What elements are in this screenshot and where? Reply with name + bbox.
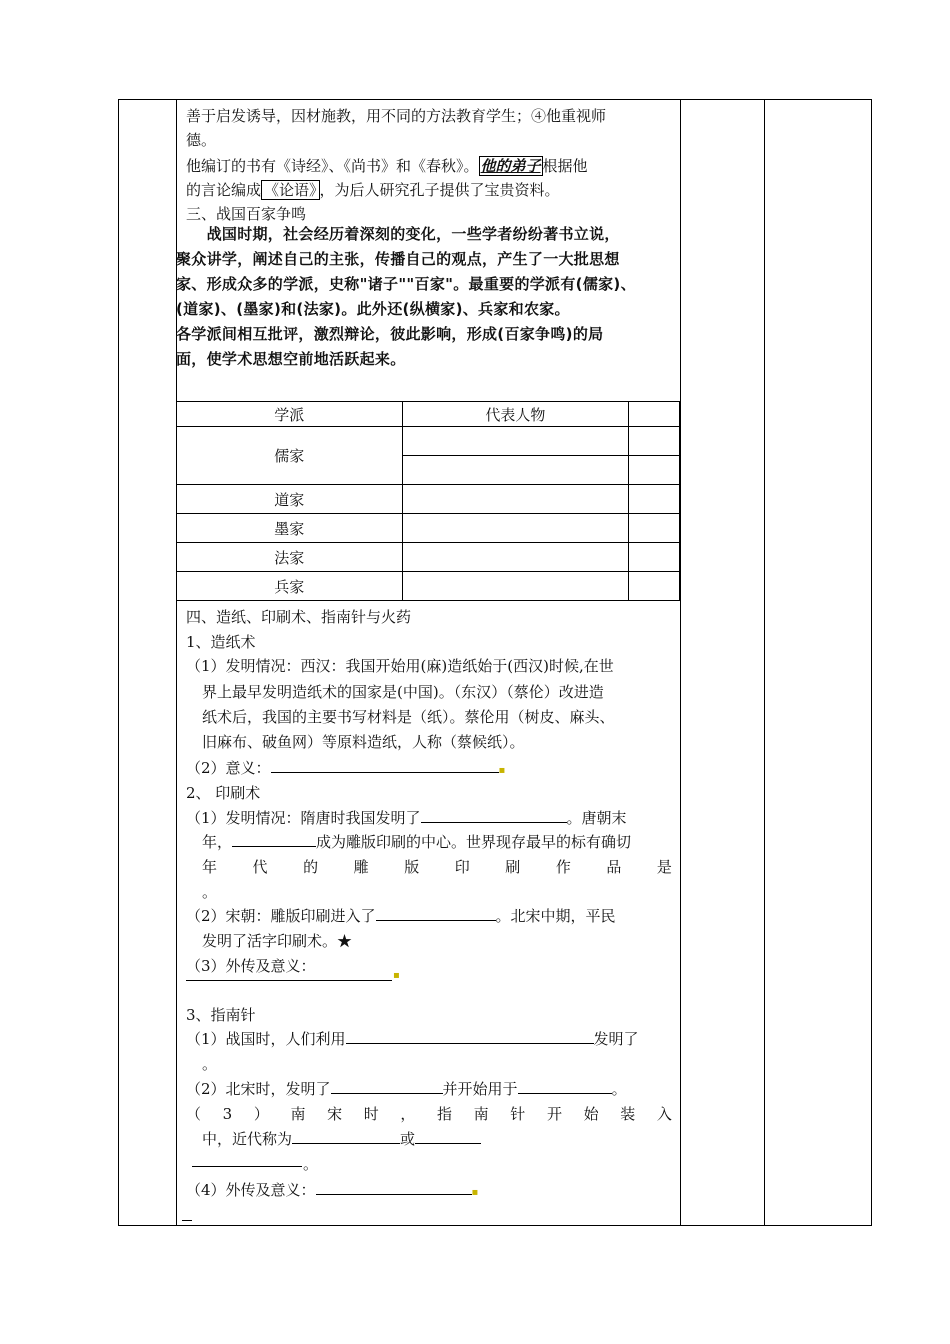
spread-char: 年 [202, 858, 218, 876]
person-cell[interactable] [402, 514, 629, 543]
school-taoist: 道家 [177, 485, 403, 514]
paper-meaning-blank[interactable] [271, 757, 499, 773]
school-mohist: 墨家 [177, 514, 403, 543]
print-song-label: （2）宋朝：雕版印刷进入了 [186, 907, 376, 925]
spread-char: 入 [656, 1105, 672, 1123]
spread-char: 雕 [353, 858, 369, 876]
spread-char: 代 [252, 858, 268, 876]
print-meaning-blank[interactable] [186, 980, 392, 981]
compass-line-5 [202, 1127, 481, 1151]
paper-meaning-label: （2）意义： [186, 759, 271, 777]
compass-line-3 [186, 1077, 627, 1101]
spread-char: ） [253, 1105, 269, 1123]
para-line-1: 战国时期，社会经历着深刻的变化，一些学者纷纷著书立说， [176, 225, 620, 243]
print-line-6: 发明了活字印刷术。★ [202, 932, 353, 950]
compass-warring-tail: 发明了 [593, 1030, 639, 1048]
print-center-blank[interactable] [232, 831, 316, 847]
spread-char: 版 [404, 858, 420, 876]
extra-cell[interactable] [629, 427, 680, 456]
print-song-blank[interactable] [376, 905, 496, 921]
spread-char: （ [186, 1105, 202, 1123]
compass-modern-blank-2[interactable] [415, 1128, 481, 1144]
extra-cell[interactable] [629, 485, 680, 514]
spread-char: 南 [290, 1105, 306, 1123]
print-line-1 [186, 806, 627, 830]
compass-use-label: 并开始用于 [442, 1080, 518, 1098]
print-center-tail: 成为雕版印刷的中心。世界现存最早的标有确切 [316, 833, 632, 851]
table-row [177, 514, 680, 543]
print-invent-blank[interactable] [421, 807, 567, 823]
books-text: 他编订的书有《诗经》、《尚书》和《春秋》。 [186, 157, 479, 175]
compass-line-7 [186, 1178, 478, 1205]
compass-line-6: 。 [303, 1155, 319, 1173]
hundred-schools-paragraph [176, 222, 680, 372]
spread-char: 时 [363, 1105, 379, 1123]
paper-line-3: 纸术后，我国的主要书写材料是（纸）。蔡伦用（树皮、麻头、 [202, 708, 615, 726]
extra-cell[interactable] [629, 514, 680, 543]
dot-mark: ▪ [393, 970, 400, 981]
spread-char: 始 [583, 1105, 599, 1123]
dot-mark: ▪ [498, 765, 506, 776]
school-confucian: 儒家 [177, 427, 403, 485]
compass-modern-blank-3[interactable] [192, 1166, 302, 1167]
spread-char: 指 [437, 1105, 453, 1123]
paper-line-4: 旧麻布、破鱼网）等原料造纸，人称（蔡候纸）。 [202, 733, 525, 751]
frame-top-line [118, 99, 872, 100]
school-table [176, 401, 680, 601]
school-military: 兵家 [177, 572, 403, 601]
paper-line-2: 界上最早发明造纸术的国家是(中国)。（东汉）（蔡伦）改进造 [202, 683, 604, 701]
print-invent-tail: 。唐朝末 [566, 809, 627, 827]
spread-char: 品 [606, 858, 622, 876]
print-line-2 [202, 830, 631, 854]
compass-meaning-blank[interactable] [316, 1179, 472, 1195]
section-3-heading: 三、战国百家争鸣 [186, 205, 307, 223]
section-4-heading: 四、造纸、印刷术、指南针与火药 [186, 608, 412, 626]
extra-cell[interactable] [629, 572, 680, 601]
print-title: 2、 印刷术 [186, 784, 261, 802]
compass-line-1 [186, 1027, 639, 1051]
frame-col3-line [764, 99, 765, 1226]
spread-char: 作 [555, 858, 571, 876]
frame-left-line [118, 99, 119, 1226]
extra-cell[interactable] [629, 456, 680, 485]
spread-char: 开 [546, 1105, 562, 1123]
person-cell[interactable] [402, 543, 629, 572]
compass-line-2: 。 [202, 1055, 218, 1073]
paper-line-1: （1）发明情况：西汉：我国开始用(麻)造纸始于(西汉)时候,在世 [186, 657, 614, 675]
person-cell[interactable] [402, 456, 629, 485]
frame-col2-line [680, 99, 681, 1226]
dot-mark: ▪ [471, 1187, 479, 1198]
header-person: 代表人物 [402, 402, 629, 427]
intro-line-4 [186, 178, 560, 202]
school-legalist: 法家 [177, 543, 403, 572]
compass-period: 。 [611, 1080, 627, 1098]
bottom-stub-line [182, 1220, 192, 1221]
header-school: 学派 [177, 402, 403, 427]
print-line-5 [186, 904, 616, 928]
print-invent-label: （1）发明情况：隋唐时我国发明了 [186, 809, 421, 827]
para-line-5: 各学派间相互批评，激烈辩论，彼此影响，形成(百家争鸣)的局 [176, 325, 604, 343]
print-line-3 [202, 855, 672, 879]
compass-invent-blank[interactable] [331, 1078, 443, 1094]
compass-title: 3、指南针 [186, 1006, 256, 1024]
paper-title: 1、造纸术 [186, 633, 256, 651]
table-row [177, 485, 680, 514]
table-row [177, 572, 680, 601]
person-cell[interactable] [402, 427, 629, 456]
compass-song-label: （2）北宋时，发明了 [186, 1080, 331, 1098]
compass-warring-label: （1）战国时，人们利用 [186, 1030, 346, 1048]
analects-text: 的言论编成 [186, 181, 262, 199]
spread-char: 针 [510, 1105, 526, 1123]
compass-modern-label: 中，近代称为 [202, 1130, 293, 1148]
intro-line-1: 善于启发诱导，因材施教，用不同的方法教育学生；④他重视师 [186, 107, 607, 125]
person-cell[interactable] [402, 485, 629, 514]
table-row [177, 427, 680, 456]
print-line-4: 。 [202, 883, 218, 901]
paper-line-5 [186, 756, 505, 783]
table-header-row [177, 402, 680, 427]
compass-or: 或 [400, 1130, 416, 1148]
table-row [177, 543, 680, 572]
intro-line-3 [186, 154, 588, 178]
compass-meaning-label: （4）外传及意义： [186, 1181, 316, 1199]
frame-right-line [871, 99, 872, 1226]
para-line-6: 面，使学术思想空前地活跃起来。 [176, 350, 406, 368]
compass-use-blank[interactable] [518, 1078, 612, 1094]
spread-char: ， [400, 1105, 416, 1123]
disciples-box: 他的弟子 [480, 157, 541, 175]
para-line-4: (道家)、(墨家)和(法家)。此外还(纵横家)、兵家和农家。 [176, 300, 570, 318]
header-extra [629, 402, 680, 427]
person-cell[interactable] [402, 572, 629, 601]
spread-char: 印 [454, 858, 470, 876]
print-year-label: 年， [202, 833, 233, 851]
frame-bottom-line [118, 1225, 872, 1226]
spread-char: 的 [303, 858, 319, 876]
spread-char: 刷 [505, 858, 521, 876]
print-line-7: （3）外传及意义： [186, 957, 316, 975]
spread-char: 是 [656, 858, 672, 876]
compass-line-4 [186, 1102, 672, 1126]
compass-warring-blank[interactable] [346, 1028, 594, 1044]
analects-text-tail: ，为后人研究孔子提供了宝贵资料。 [319, 181, 560, 199]
extra-cell[interactable] [629, 543, 680, 572]
print-song-tail: 。北宋中期，平民 [495, 907, 616, 925]
intro-line-2: 德。 [186, 131, 217, 149]
spread-char: 3 [222, 1105, 233, 1123]
spread-char: 宋 [327, 1105, 343, 1123]
compass-modern-blank-1[interactable] [292, 1128, 400, 1144]
para-line-3: 家、形成众多的学派，史称"诸子""百家"。最重要的学派有(儒家)、 [176, 275, 636, 293]
para-line-2: 聚众讲学，阐述自己的主张，传播自己的观点，产生了一大批思想 [176, 250, 620, 268]
spread-char: 南 [473, 1105, 489, 1123]
analects-box: 《论语》 [261, 180, 320, 200]
books-text-tail: 根据他 [542, 157, 588, 175]
spread-char: 装 [620, 1105, 636, 1123]
